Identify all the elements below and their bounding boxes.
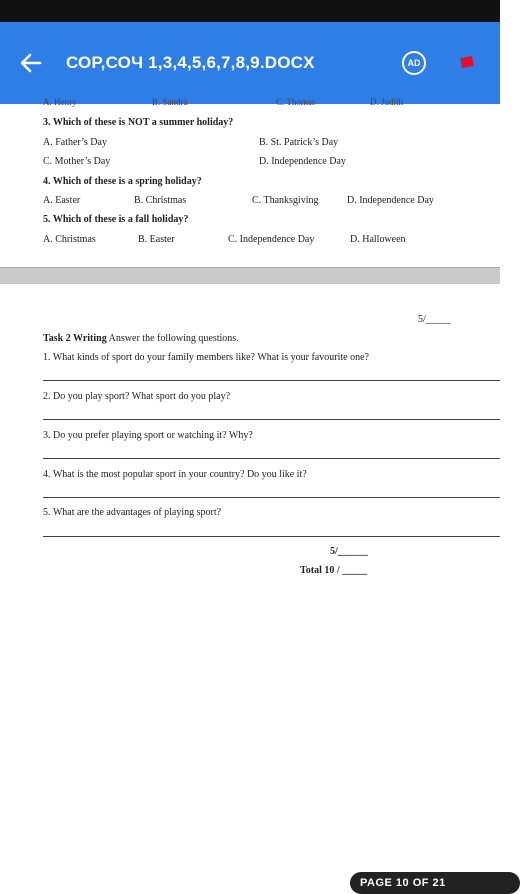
answer-line [43,497,500,498]
cut-answer: B. Sandra [152,97,188,107]
answer-option: A. Christmas [43,234,96,245]
answer-line [43,380,500,381]
answer-option: B. St. Patrick’s Day [259,137,339,148]
bookmark-icon[interactable] [459,54,475,70]
document-page-previous [0,97,500,267]
answer-option: D. Halloween [350,234,406,245]
app-bar [0,22,500,104]
total-score: Total 10 / _____ [300,565,368,576]
document-page-current [0,284,500,883]
task-title: Task 2 Writing [43,333,107,344]
back-arrow-icon[interactable] [18,50,44,76]
answer-option: A. Father’s Day [43,137,107,148]
writing-question: 1. What kinds of sport do your family members like? What is your favourite one? [43,352,369,363]
answer-option: B. Christmas [134,195,187,206]
answer-line [43,536,500,537]
task-instruction: Answer the following questions. [106,333,239,344]
cut-answer: A. Henry [43,97,77,107]
page-separator [0,267,500,285]
score-field: 5/_____ [418,314,451,325]
answer-option: D. Independence Day [259,156,346,167]
answer-option: B. Easter [138,234,175,245]
answer-option: A. Easter [43,195,81,206]
cut-answer: D. Judith [370,97,404,107]
answer-option: C. Mother’s Day [43,156,111,167]
score-field: 5/______ [330,546,368,557]
document-title: СОР,СОЧ 1,3,4,5,6,7,8,9.DOCX [66,53,315,72]
writing-question: 4. What is the most popular sport in your country? Do you like it? [43,469,307,480]
page-indicator: PAGE 10 OF 21 [350,872,520,894]
answer-line [43,419,500,420]
answer-option: C. Thanksgiving [252,195,319,206]
question-4: 4. Which of these is a spring holiday? [43,176,202,187]
answer-option: D. Independence Day [347,195,434,206]
task-heading [43,333,239,344]
writing-question: 5. What are the advantages of playing sport? [43,507,222,518]
answer-option: C. Independence Day [228,234,315,245]
ad-icon[interactable]: AD [402,51,426,75]
writing-question: 3. Do you prefer playing sport or watching it? Why? [43,430,253,441]
writing-question: 2. Do you play sport? What sport do you play? [43,391,231,402]
status-bar [0,0,500,22]
cut-answer: C. Thomas [276,97,316,107]
answer-line [43,458,500,459]
question-3: 3. Which of these is NOT a summer holiday? [43,117,234,128]
question-5: 5. Which of these is a fall holiday? [43,214,189,225]
